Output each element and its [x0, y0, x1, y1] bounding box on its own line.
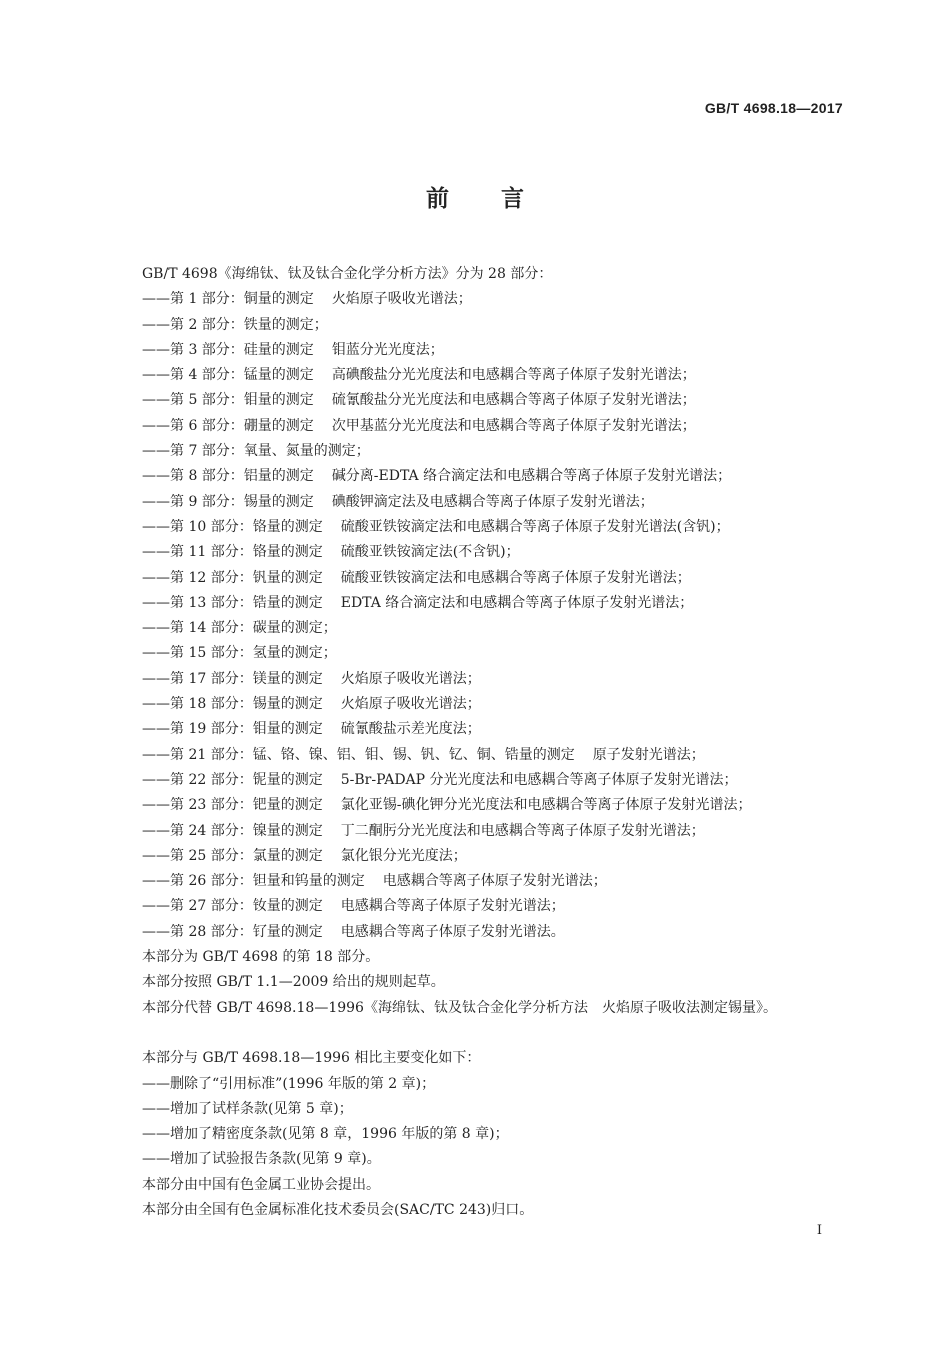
- part-title: ——第 5 部分：钼量的测定: [142, 392, 314, 409]
- intro-paragraph: GB/T 4698《海绵钛、钛及钛合金化学分析方法》分为 28 部分：: [142, 266, 553, 282]
- part-list-item: [110, 515, 845, 540]
- part-title: ——第 1 部分：铜量的测定: [142, 291, 314, 308]
- part-list-item: [110, 490, 845, 515]
- part-list-item: [110, 819, 845, 844]
- part-method: 硫酸亚铁铵滴定法(不含钒)；: [340, 544, 520, 561]
- part-method: 氯化银分光光度法；: [340, 847, 467, 864]
- part-title: ——第 18 部分：锡量的测定: [142, 696, 323, 713]
- replaces-statement: 本部分代替 GB/T 4698.18—1996《海绵钛、钛及钛合金化学分析方法 火焰原子吸收法测定锡量》。: [142, 999, 777, 1016]
- part-method: 火焰原子吸收光谱法；: [340, 696, 481, 713]
- part-list-item: [110, 869, 845, 894]
- part-list-item: [110, 717, 845, 742]
- part-method: 硫酸亚铁铵滴定法和电感耦合等离子体原子发射光谱法；: [340, 569, 691, 586]
- part-method: 电感耦合等离子体原子发射光谱法；: [340, 898, 565, 915]
- part-number-statement: 本部分为 GB/T 4698 的第 18 部分。: [142, 949, 380, 966]
- part-method: 钼蓝分光光度法；: [331, 341, 444, 358]
- part-list-item: [110, 464, 845, 489]
- part-list-item: [110, 338, 845, 363]
- part-list-item: [110, 540, 845, 565]
- proposed-by-statement: 本部分由中国有色金属工业协会提出。: [142, 1176, 380, 1193]
- part-list-item: [110, 692, 845, 717]
- part-title: ——第 22 部分：铌量的测定: [142, 771, 323, 788]
- part-list-item: [110, 439, 845, 464]
- part-title: ——第 10 部分：铬量的测定: [142, 518, 323, 535]
- part-method: 次甲基蓝分光光度法和电感耦合等离子体原子发射光谱法；: [331, 417, 696, 434]
- part-title: ——第 26 部分：钽量和钨量的测定: [142, 873, 365, 890]
- part-title: ——第 9 部分：锡量的测定: [142, 493, 314, 510]
- part-title: ——第 17 部分：镁量的测定: [142, 670, 323, 687]
- change-list-item: ——增加了精密度条款(见第 8 章，1996 年版的第 8 章)；: [142, 1126, 509, 1143]
- part-title: ——第 13 部分：锆量的测定: [142, 594, 323, 611]
- part-list-item: [110, 894, 845, 919]
- part-method: 电感耦合等离子体原子发射光谱法。: [340, 923, 565, 940]
- changes-list: [110, 1072, 845, 1173]
- part-title: ——第 4 部分：锰量的测定: [142, 367, 314, 384]
- part-title: ——第 8 部分：铝量的测定: [142, 468, 314, 485]
- change-list-item: ——增加了试验报告条款(见第 9 章)。: [142, 1151, 381, 1168]
- part-list-item: [110, 616, 845, 641]
- part-title: ——第 28 部分：钌量的测定: [142, 923, 323, 940]
- part-title: ——第 21 部分：锰、铬、镍、铝、钼、锡、钒、钇、铜、锆量的测定: [142, 746, 575, 763]
- part-title: ——第 2 部分：铁量的测定；: [142, 316, 328, 333]
- centralized-by-statement: 本部分由全国有色金属标准化技术委员会(SAC/TC 243)归口。: [142, 1201, 534, 1218]
- part-method: 原子发射光谱法；: [592, 746, 705, 763]
- part-title: ——第 25 部分：氯量的测定: [142, 847, 323, 864]
- part-title: ——第 27 部分：钕量的测定: [142, 898, 323, 915]
- part-list-item: [110, 641, 845, 666]
- page-title: 前言: [426, 186, 576, 212]
- part-method: 碘酸钾滴定法及电感耦合等离子体原子发射光谱法；: [331, 493, 654, 510]
- part-method: 丁二酮肟分光光度法和电感耦合等离子体原子发射光谱法；: [340, 822, 705, 839]
- part-title: ——第 24 部分：镍量的测定: [142, 822, 323, 839]
- part-list-item: [110, 313, 845, 338]
- part-title: ——第 12 部分：钒量的测定: [142, 569, 323, 586]
- part-list-item: [110, 844, 845, 869]
- part-title: ——第 3 部分：硅量的测定: [142, 341, 314, 358]
- part-list-item: [110, 414, 845, 439]
- part-list-item: [110, 920, 845, 945]
- part-method: 硫氰酸盐分光光度法和电感耦合等离子体原子发射光谱法；: [331, 392, 696, 409]
- part-method: 5-Br-PADAP 分光光度法和电感耦合等离子体原子发射光谱法；: [340, 771, 738, 788]
- document-body: [110, 262, 845, 1223]
- part-title: ——第 14 部分：碳量的测定；: [142, 620, 337, 637]
- part-method: 氯化亚锡-碘化钾分光光度法和电感耦合等离子体原子发射光谱法；: [340, 797, 752, 814]
- change-list-item: ——增加了试样条款(见第 5 章)；: [142, 1100, 353, 1117]
- part-method: 火焰原子吸收光谱法；: [340, 670, 481, 687]
- part-title: ——第 7 部分：氧量、氮量的测定；: [142, 443, 370, 460]
- part-method: 硫酸亚铁铵滴定法和电感耦合等离子体原子发射光谱法(含钒)；: [340, 518, 730, 535]
- part-method: 电感耦合等离子体原子发射光谱法；: [382, 873, 607, 890]
- part-title: ——第 6 部分：硼量的测定: [142, 417, 314, 434]
- part-method: 高碘酸盐分光光度法和电感耦合等离子体原子发射光谱法；: [331, 367, 696, 384]
- part-title: ——第 19 部分：钼量的测定: [142, 721, 323, 738]
- drafting-rules-statement: 本部分按照 GB/T 1.1—2009 给出的规则起草。: [142, 974, 445, 991]
- part-title: ——第 23 部分：钯量的测定: [142, 797, 323, 814]
- part-list-item: [110, 793, 845, 818]
- part-method: 碱分离-EDTA 络合滴定法和电感耦合等离子体原子发射光谱法；: [331, 468, 732, 485]
- part-list-item: [110, 743, 845, 768]
- parts-list: [110, 287, 845, 945]
- part-method: 火焰原子吸收光谱法；: [331, 291, 472, 308]
- changes-intro: 本部分与 GB/T 4698.18—1996 相比主要变化如下：: [142, 1050, 481, 1067]
- part-list-item: [110, 768, 845, 793]
- part-list-item: [110, 388, 845, 413]
- standard-code: GB/T 4698.18—2017: [704, 100, 843, 116]
- part-method: 硫氰酸盐示差光度法；: [340, 721, 481, 738]
- page-number: I: [816, 1223, 822, 1238]
- part-method: EDTA 络合滴定法和电感耦合等离子体原子发射光谱法；: [340, 594, 694, 611]
- part-list-item: [110, 363, 845, 388]
- part-title: ——第 15 部分：氢量的测定；: [142, 645, 337, 662]
- part-list-item: [110, 566, 845, 591]
- part-list-item: [110, 287, 845, 312]
- change-list-item: ——删除了“引用标准”(1996 年版的第 2 章)；: [142, 1075, 436, 1092]
- part-title: ——第 11 部分：铬量的测定: [142, 544, 323, 561]
- part-list-item: [110, 591, 845, 616]
- part-list-item: [110, 667, 845, 692]
